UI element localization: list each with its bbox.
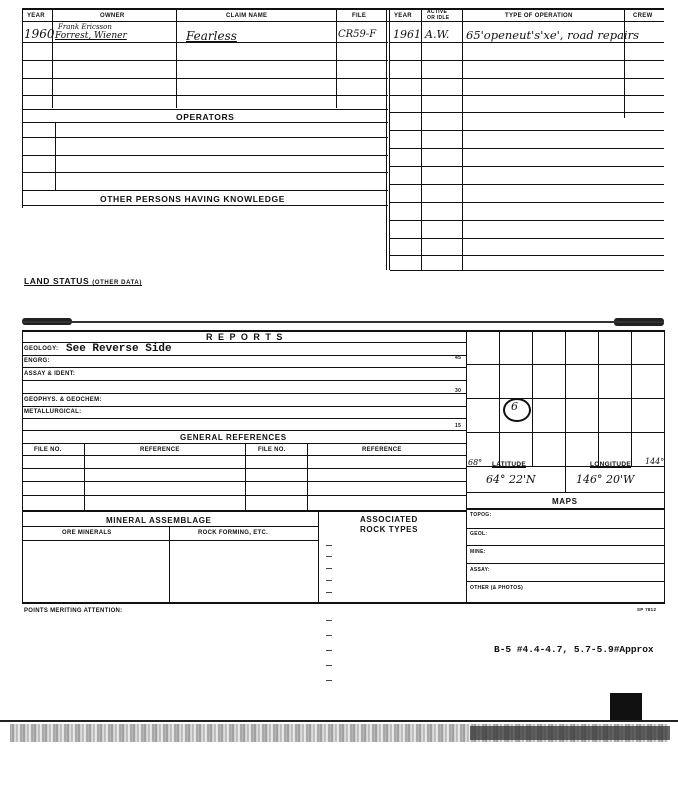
other-persons-label: OTHER PERSONS HAVING KNOWLEDGE (100, 194, 286, 204)
geology-label: GEOLOGY: (24, 346, 59, 352)
ore-minerals-label: ORE MINERALS (62, 530, 112, 536)
rock-types-label: ROCK TYPES (360, 525, 419, 534)
gr-file-no-2: FILE NO. (258, 447, 286, 453)
row-owner-line1: Frank Ericsson (58, 23, 112, 31)
associated-label: ASSOCIATED (360, 515, 418, 524)
row-year: 1960 (24, 27, 55, 41)
metallurgical-label: METALLURGICAL: (24, 409, 82, 415)
scan-edge-dark (470, 726, 670, 740)
header-crew: CREW (633, 13, 653, 19)
assay-num: 30 (455, 388, 462, 394)
geology-value: See Reverse Side (66, 343, 172, 355)
header-file: FILE (352, 13, 367, 19)
land-status-title: LAND STATUS (24, 276, 90, 286)
geophys-label: GEOPHYS. & GEOCHEM: (24, 397, 102, 403)
land-status-label (24, 276, 142, 286)
latitude-prefix: 68° (468, 458, 483, 467)
engrg-label: ENGRG: (24, 358, 50, 364)
row-owner-line2: Forrest, Wiener (55, 31, 127, 41)
maps-geol: GEOL: (470, 531, 488, 537)
location-marker-number: 6 (511, 400, 518, 413)
longitude-label: LONGITUDE (590, 461, 631, 468)
longitude-value: 146° 20'W (576, 473, 635, 486)
rock-forming-label: ROCK FORMING, ETC. (198, 530, 269, 536)
header-year-2: YEAR (394, 13, 412, 19)
row-claim-name: Fearless (186, 29, 237, 43)
gr-file-no: FILE NO. (34, 447, 62, 453)
row-file: CR59-F (338, 29, 377, 40)
header-year: YEAR (27, 13, 45, 19)
metallurgical-num: 15 (455, 423, 462, 429)
maps-other: OTHER (& PHOTOS) (470, 585, 524, 591)
maps-mine: MINE: (470, 549, 486, 555)
geology-num: 45 (455, 355, 462, 361)
row-type-of-operation: 65'openeut's'xe', road repairs (466, 28, 640, 42)
gr-reference: REFERENCE (140, 447, 180, 453)
header-owner: OWNER (100, 13, 125, 19)
maps-assay: ASSAY: (470, 567, 490, 573)
longitude-suffix: 144° (645, 457, 665, 466)
mineral-assemblage-title: MINERAL ASSEMBLAGE (106, 516, 212, 525)
header-type-of-operation: TYPE OF OPERATION (505, 13, 573, 19)
points-meriting-attention-label: POINTS MERITING ATTENTION: (24, 608, 123, 614)
form-code: SP 7812 (637, 607, 657, 612)
latitude-value: 64° 22'N (486, 473, 536, 486)
general-references-title: GENERAL REFERENCES (180, 433, 287, 442)
row-active: A.W. (425, 28, 450, 41)
maps-title: MAPS (552, 497, 578, 506)
header-or-idle: OR IDLE (427, 15, 450, 21)
assay-label: ASSAY & IDENT: (24, 371, 76, 377)
header-active: ACTIVE (427, 9, 448, 15)
land-status-sub: (OTHER DATA) (92, 280, 142, 286)
maps-topog: TOPOG: (470, 512, 492, 518)
gr-reference-2: REFERENCE (362, 447, 402, 453)
row-year-2: 1961 (393, 28, 421, 41)
typed-note: B-5 #4.4-4.7, 5.7-5.9#Approx (494, 644, 654, 655)
operators-label: OPERATORS (176, 112, 235, 122)
reports-title: R E P O R T S (206, 332, 284, 342)
header-claim-name: CLAIM NAME (226, 13, 268, 19)
black-registration-mark (610, 693, 642, 720)
latitude-label: LATITUDE (492, 461, 527, 468)
